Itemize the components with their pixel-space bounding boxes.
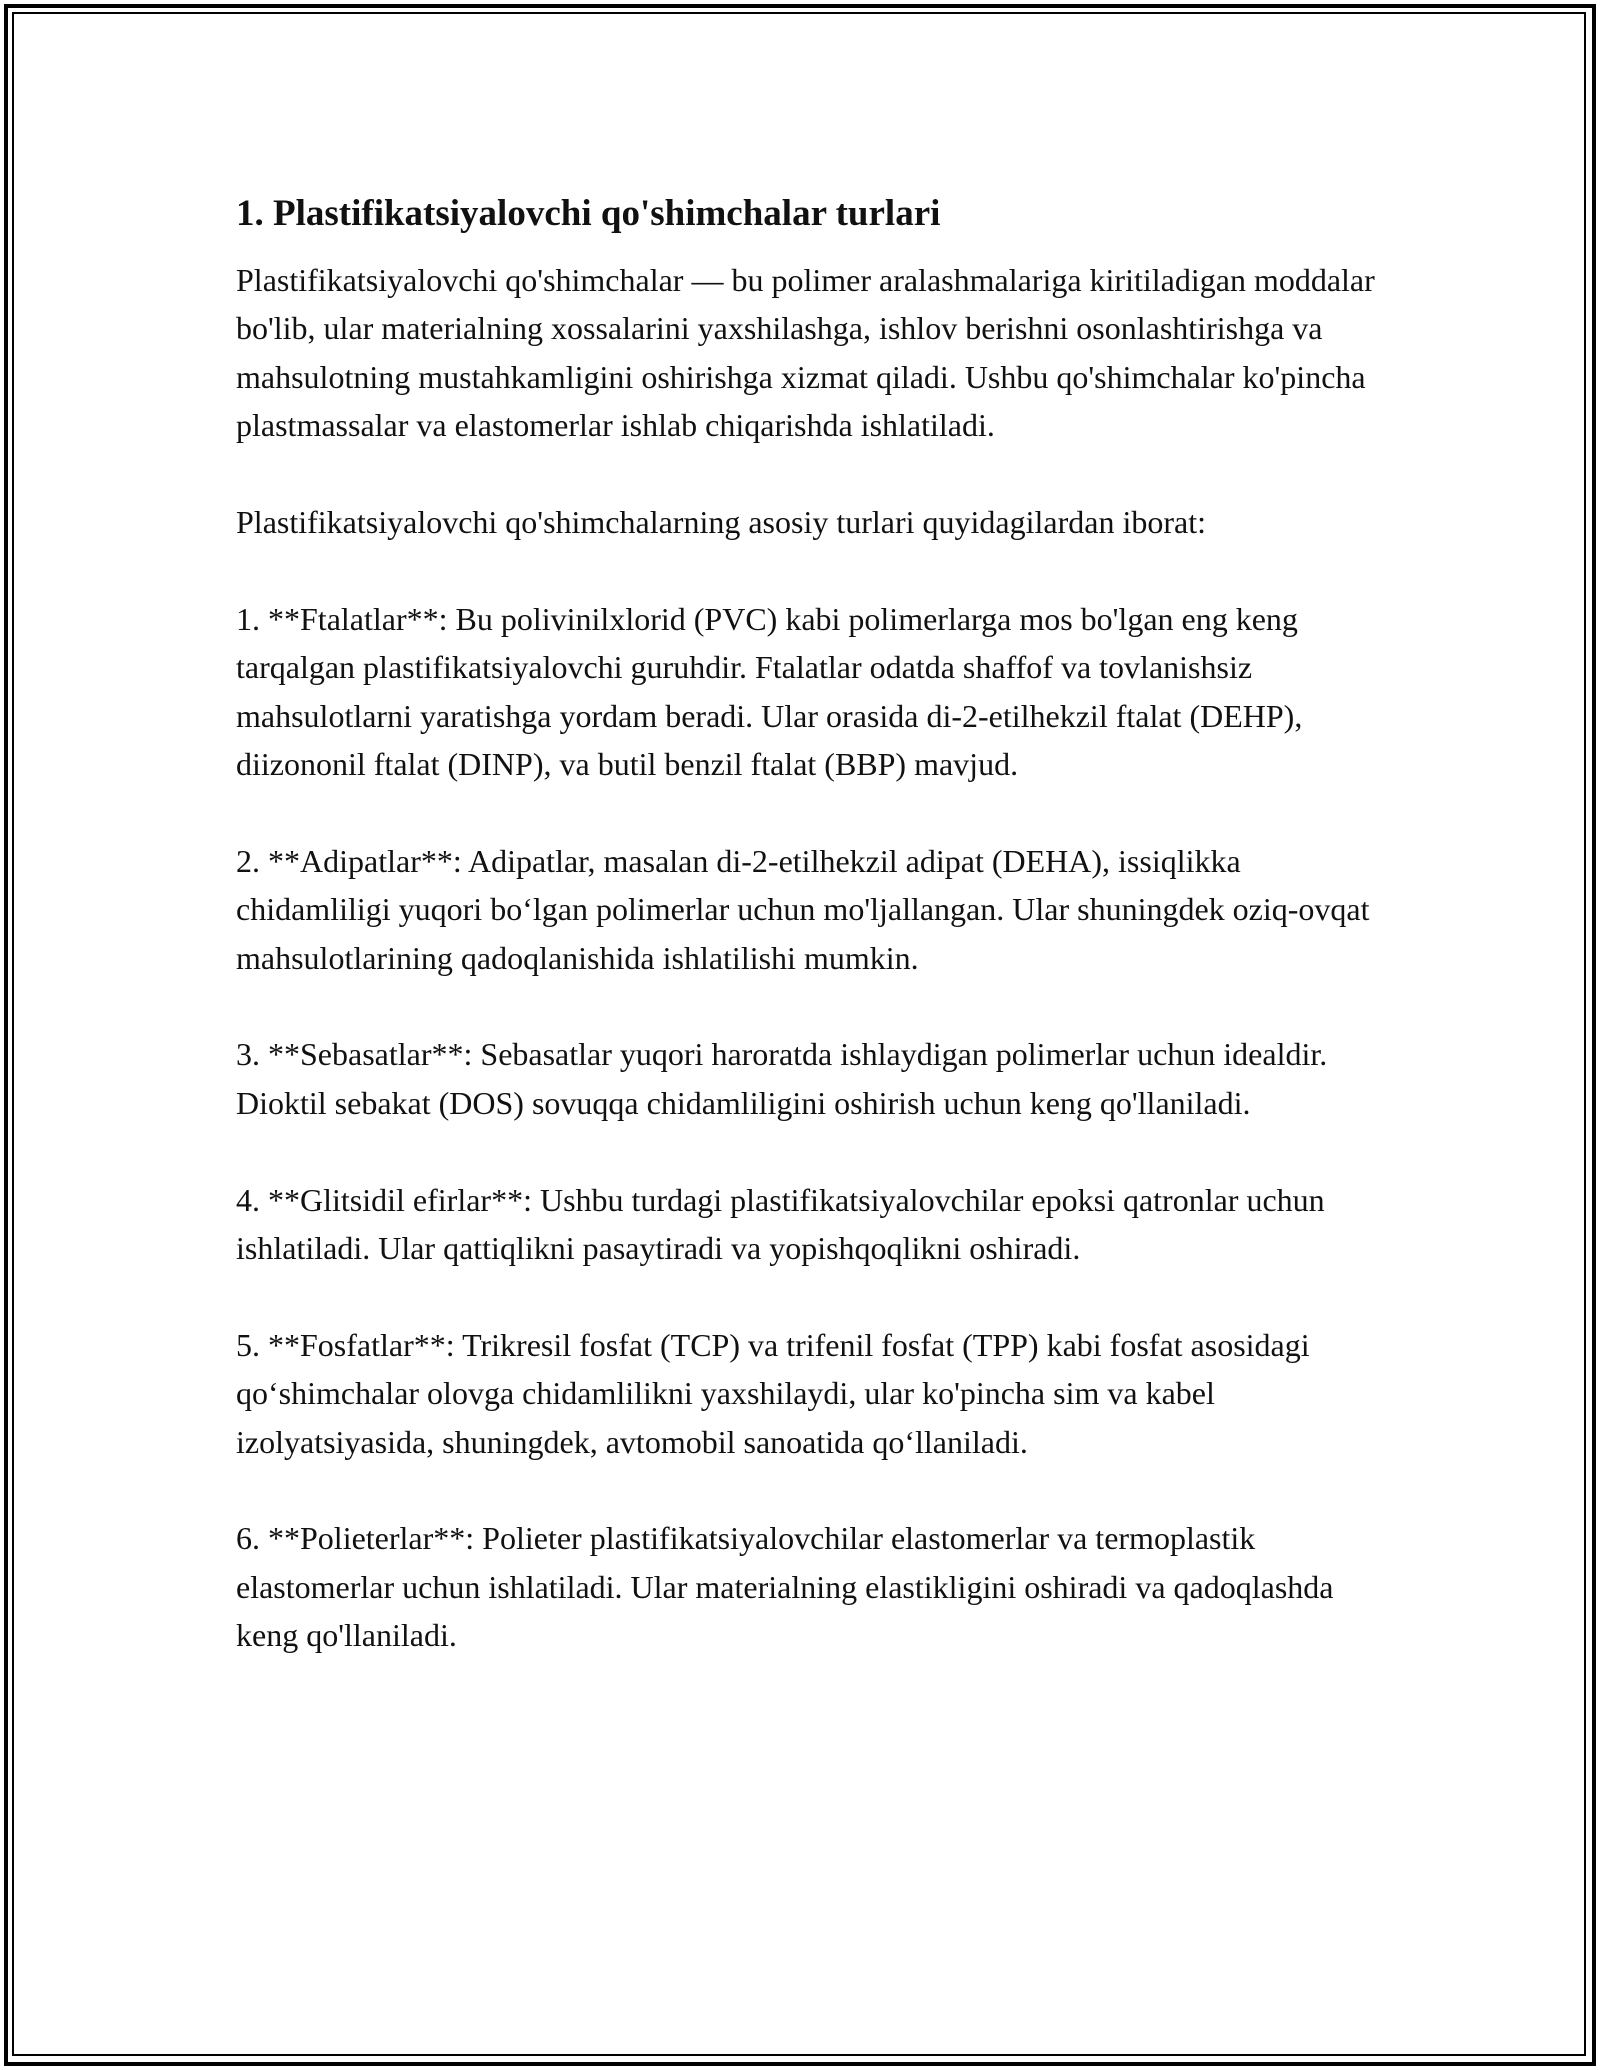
list-item-polieterlar: 6. **Polieterlar**: Polieter plastifikatsiyalovchilar elastomerlar va termoplastik elastomerlar uchun ishlatiladi. Ular materialning elastikligini oshiradi va qadoqlashda keng qo'llaniladi.: [236, 1520, 1334, 1654]
list-item-sebasatlar: 3. **Sebasatlar**: Sebasatlar yuqori haroratda ishlaydigan polimerlar uchun idealdir. Dioktil sebakat (DOS) sovuqqa chidamliligini oshirish uchun keng qo'llaniladi.: [236, 1036, 1328, 1121]
document-body: [236, 190, 1376, 1708]
list-item-ftalatlar: 1. **Ftalatlar**: Bu polivinilxlorid (PVC) kabi polimerlarga mos bo'lgan eng keng tarqalgan plastifikatsiyalovchi guruhdir. Ftalatlar odatda shaffof va tovlanishsiz mahsulotlarni yaratishga yordam beradi. Ular orasida di-2-etilhekzil ftalat (DEHP), diizononil ftalat (DINP), va butil benzil ftalat (BBP) mavjud.: [236, 600, 1303, 783]
section-heading: 1. Plastifikatsiyalovchi qo'shimchalar turlari: [236, 193, 941, 234]
list-intro-paragraph: Plastifikatsiyalovchi qo'shimchalarning asosiy turlari quyidagilardan iborat:: [236, 504, 1206, 541]
list-item-adipatlar: 2. **Adipatlar**: Adipatlar, masalan di-2-etilhekzil adipat (DEHA), issiqlikka chidamliligi yuqori bo‘lgan polimerlar uchun mo'ljallangan. Ular shuningdek oziq-ovqat mahsulotlarining qadoqlanishida ishlatilishi mumkin.: [236, 842, 1370, 976]
intro-paragraph: Plastifikatsiyalovchi qo'shimchalar — bu polimer aralashmalariga kiritiladigan moddalar bo'lib, ular materialning xossalarini yaxshilashga, ishlov berishni osonlashtirishga va mahsulotning mustahkamligini oshirishga xizmat qiladi. Ushbu qo'shimchalar ko'pincha plastmassalar va elastomerlar ishlab chiqarishda ishlatiladi.: [236, 262, 1375, 444]
list-item-fosfatlar: 5. **Fosfatlar**: Trikresil fosfat (TCP) va trifenil fosfat (TPP) kabi fosfat asosidagi qo‘shimchalar olovga chidamlilikni yaxshilaydi, ular ko'pincha sim va kabel izolyatsiyasida, shuningdek, avtomobil sanoatida qo‘llaniladi.: [236, 1326, 1310, 1460]
list-item-glitsidil-efirlar: 4. **Glitsidil efirlar**: Ushbu turdagi plastifikatsiyalovchilar epoksi qatronlar uchun ishlatiladi. Ular qattiqlikni pasaytiradi va yopishqoqlikni oshiradi.: [236, 1181, 1325, 1267]
